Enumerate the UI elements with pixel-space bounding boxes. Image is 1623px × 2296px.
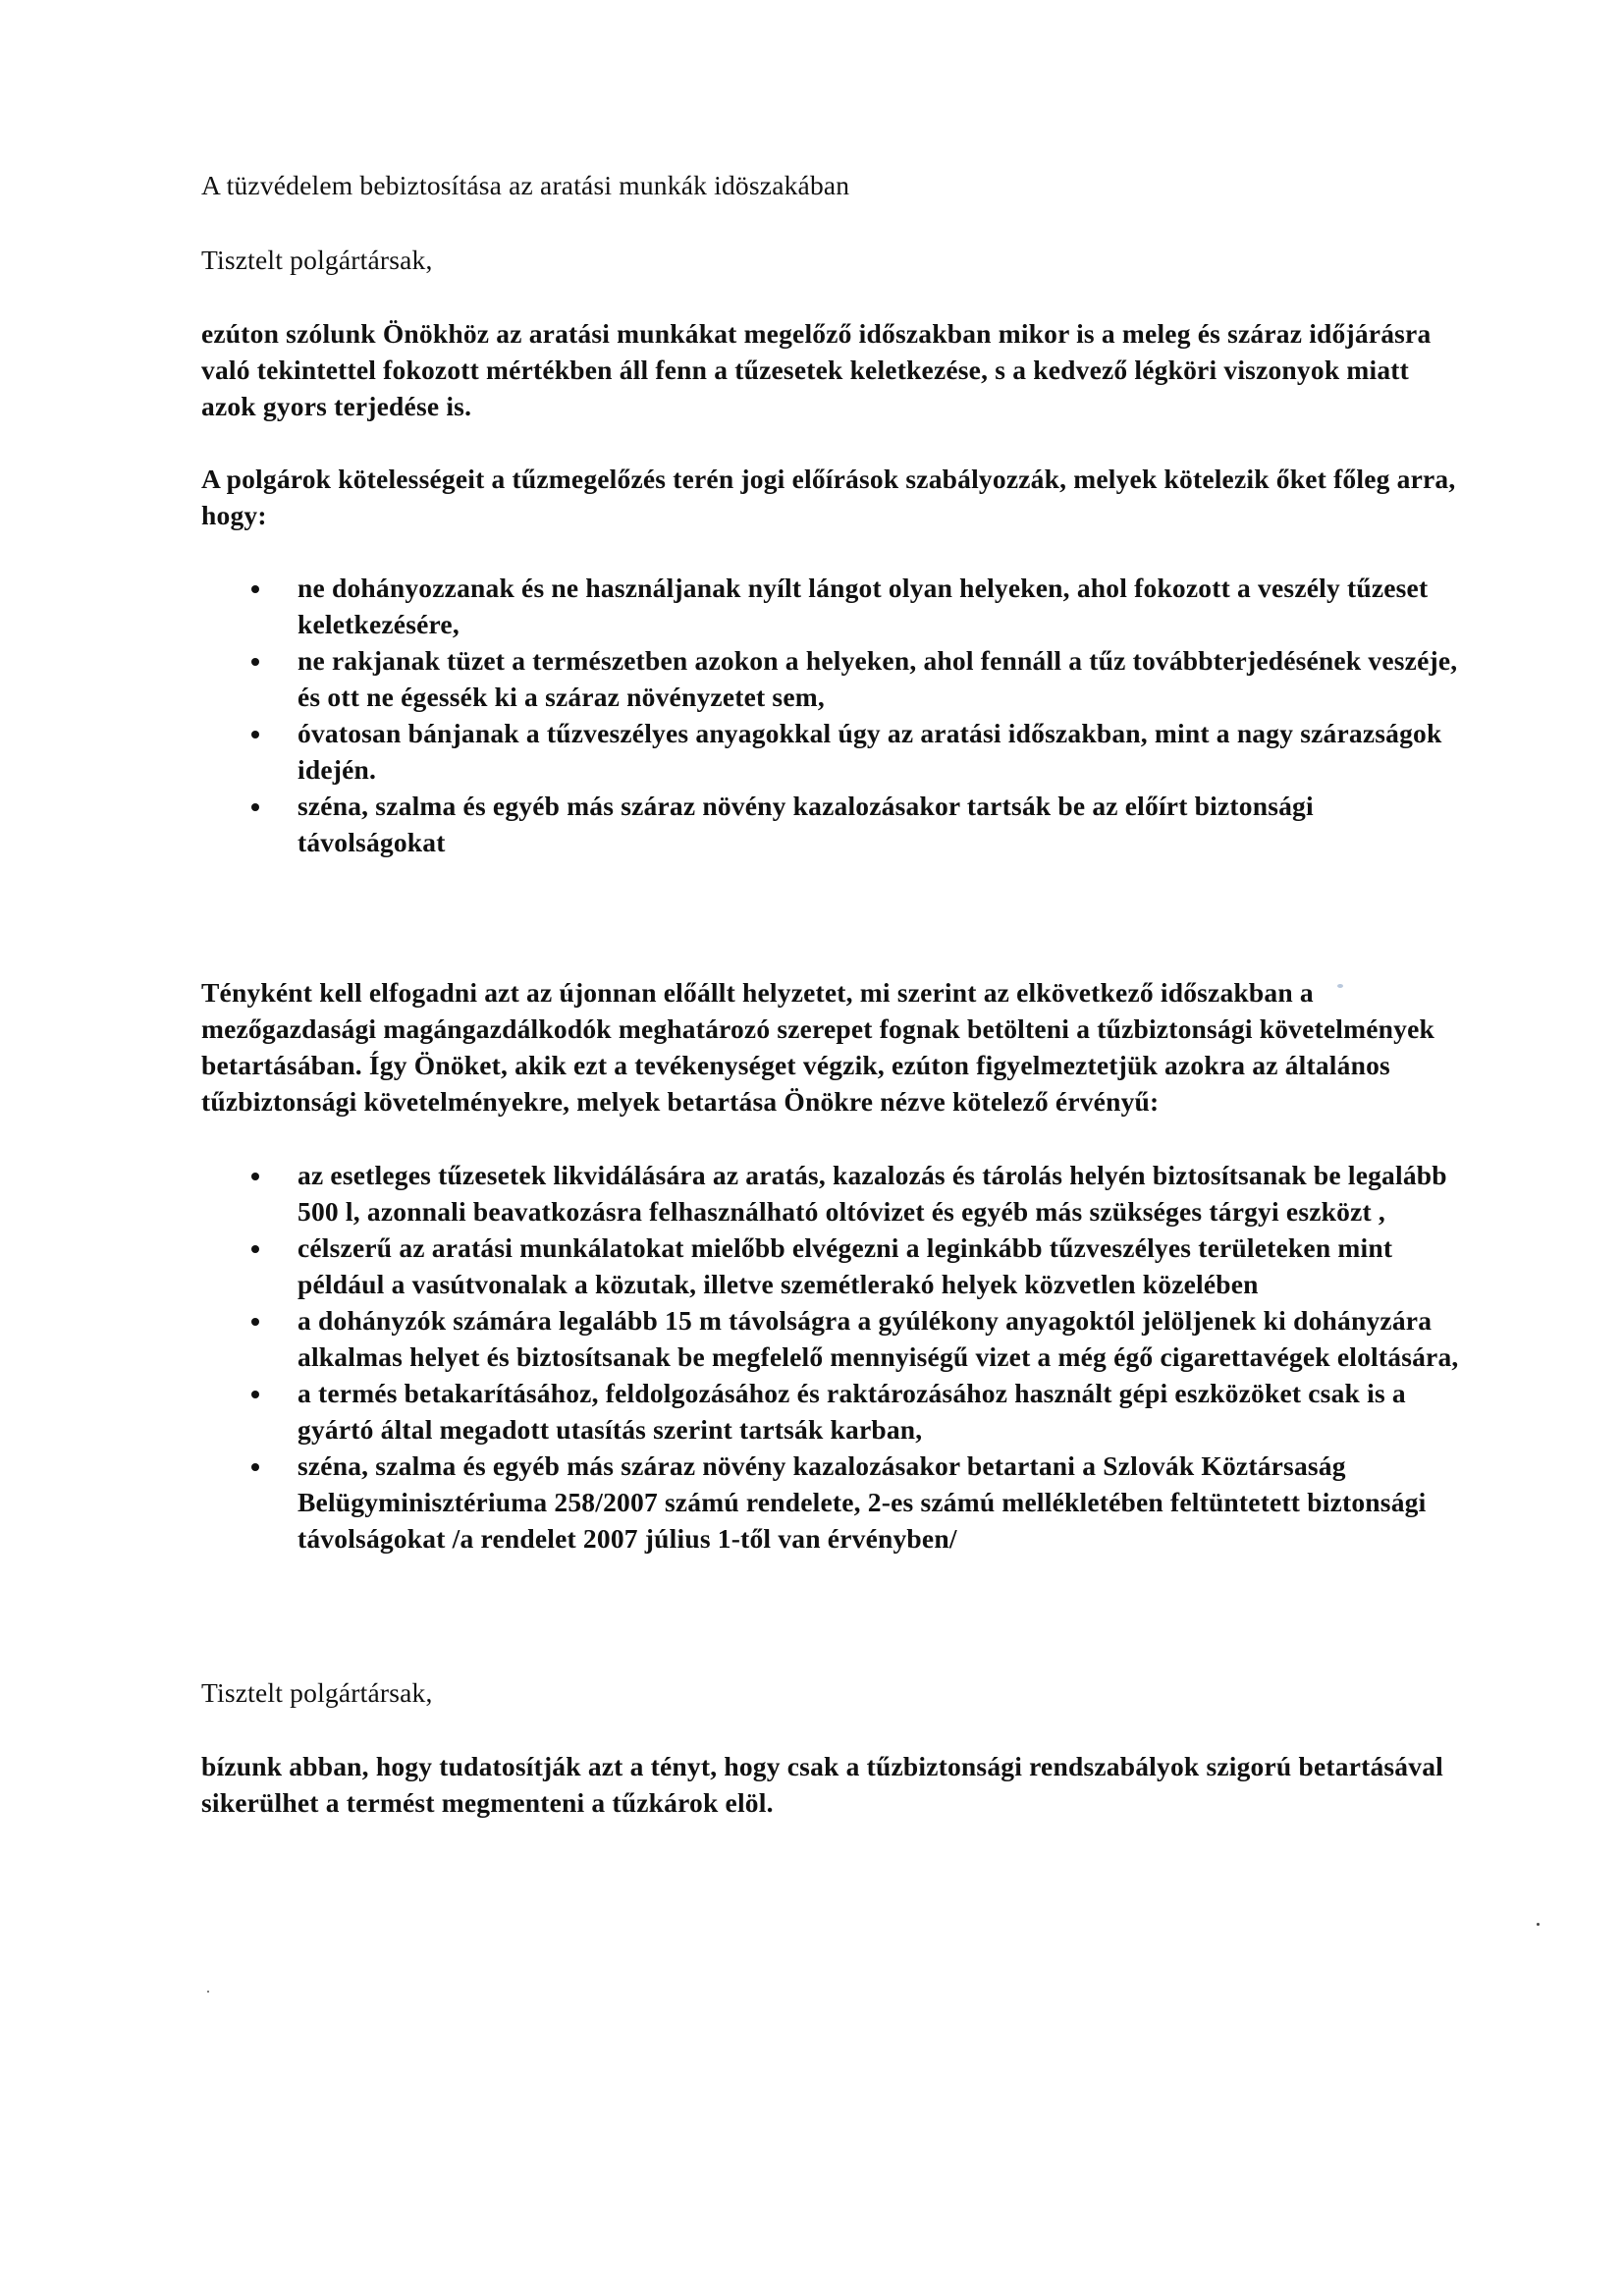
list-item: [201, 715, 1468, 788]
list-item-text: ne dohányozzanak és ne használjanak nyílt lángot olyan helyeken, ahol fokozott a veszély tűzeset keletkezésére,: [298, 573, 1429, 639]
list-item-text: óvatosan bánjanak a tűzveszélyes anyagokkal úgy az aratási időszakban, mint a nagy szárazságok idején.: [298, 718, 1442, 785]
bullet-icon: [251, 803, 259, 811]
list-item: [201, 570, 1468, 642]
list-item-text: az esetleges tűzesetek likvidálására az aratás, kazalozás és tárolás helyén biztosítsanak be legalább 500 l, azonnali beavatkozásra felhasználható oltóvizet és egyéb más szükséges tárgyi eszközt ,: [298, 1160, 1447, 1227]
bullet-icon: [251, 731, 259, 738]
farmers-intro-paragraph: Tényként kell elfogadni azt az újonnan előállt helyzetet, mi szerint az elkövetkező időszakban a mezőgazdasági magángazdálkodók meghatározó szerepet fognak betölteni a tűzbiztonsági követelmények betartásában. Így Önöket, akik ezt a tevékenységet végzik, ezúton figyelmeztetjük azokra az általános tűzbiztonsági követelményekre, melyek betartása Önökre nézve kötelező érvényű:: [201, 977, 1434, 1117]
scan-speck: [1537, 1923, 1540, 1926]
requirements-list: [201, 1157, 1468, 1557]
duties-list: [201, 570, 1468, 860]
list-item-text: széna, szalma és egyéb más száraz növény kazalozásakor tartsák be az előírt biztonsági távolságokat: [298, 791, 1314, 857]
duties-intro-paragraph: A polgárok kötelességeit a tűzmegelőzés terén jogi előírások szabályozzák, melyek kötelezik őket főleg arra, hogy:: [201, 464, 1456, 530]
bullet-icon: [251, 1173, 259, 1180]
list-item-text: célszerű az aratási munkálatokat mielőbb elvégezni a leginkább tűzveszélyes területeken mint például a vasútvonalak a közutak, illetve szemétlerakó helyek közvetlen közelében: [298, 1232, 1393, 1299]
list-item: [201, 788, 1468, 860]
document-body: [201, 167, 1468, 1821]
bullet-icon: [251, 1318, 259, 1326]
list-item: [201, 642, 1468, 715]
bullet-icon: [251, 1463, 259, 1471]
document-title: A tüzvédelem bebiztosítása az aratási munkák idöszakában: [201, 170, 850, 200]
bullet-icon: [251, 585, 259, 593]
scan-speck: [207, 1991, 209, 1993]
greeting-top: Tisztelt polgártársak,: [201, 245, 433, 275]
bullet-icon: [251, 1245, 259, 1253]
list-item-text: a dohányzók számára legalább 15 m távolságra a gyúlékony anyagoktól jelöljenek ki dohányzára alkalmas helyet és biztosítsanak be megfelelő mennyiségű vizet a még égő cigarettavégek eloltására,: [298, 1305, 1459, 1372]
intro-paragraph: ezúton szólunk Önökhöz az aratási munkákat megelőző időszakban mikor is a meleg és száraz időjárásra való tekintettel fokozott mértékben áll fenn a tűzesetek keletkezése, s a kedvező légköri viszonyok miatt azok gyors terjedése is.: [201, 318, 1432, 421]
list-item: [201, 1157, 1468, 1230]
greeting-bottom: Tisztelt polgártársak,: [201, 1677, 433, 1708]
bullet-icon: [251, 1391, 259, 1398]
list-item: [201, 1230, 1468, 1302]
list-item-text: ne rakjanak tüzet a természetben azokon a helyeken, ahol fennáll a tűz továbbterjedésének veszéje, és ott ne égessék ki a száraz növényzetet sem,: [298, 645, 1458, 712]
list-item-text: a termés betakarításához, feldolgozásához és raktározásához használt gépi eszközöket csak is a gyártó által megadott utasítás szerint tartsák karban,: [298, 1378, 1406, 1445]
list-item: [201, 1302, 1468, 1375]
bullet-icon: [251, 658, 259, 666]
list-item: [201, 1448, 1468, 1557]
list-item-text: széna, szalma és egyéb más száraz növény kazalozásakor betartani a Szlovák Köztársaság Belügyminisztériuma 258/2007 számú rendelete, 2-es számú mellékletében feltüntetett biztonsági távolságokat /a rendelet 2007 július 1-től van érvényben/: [298, 1450, 1427, 1554]
list-item: [201, 1375, 1468, 1448]
closing-paragraph: bízunk abban, hogy tudatosítják azt a tényt, hogy csak a tűzbiztonsági rendszabályok szigorú betartásával sikerülhet a termést megmenteni a tűzkárok elöl.: [201, 1751, 1443, 1818]
